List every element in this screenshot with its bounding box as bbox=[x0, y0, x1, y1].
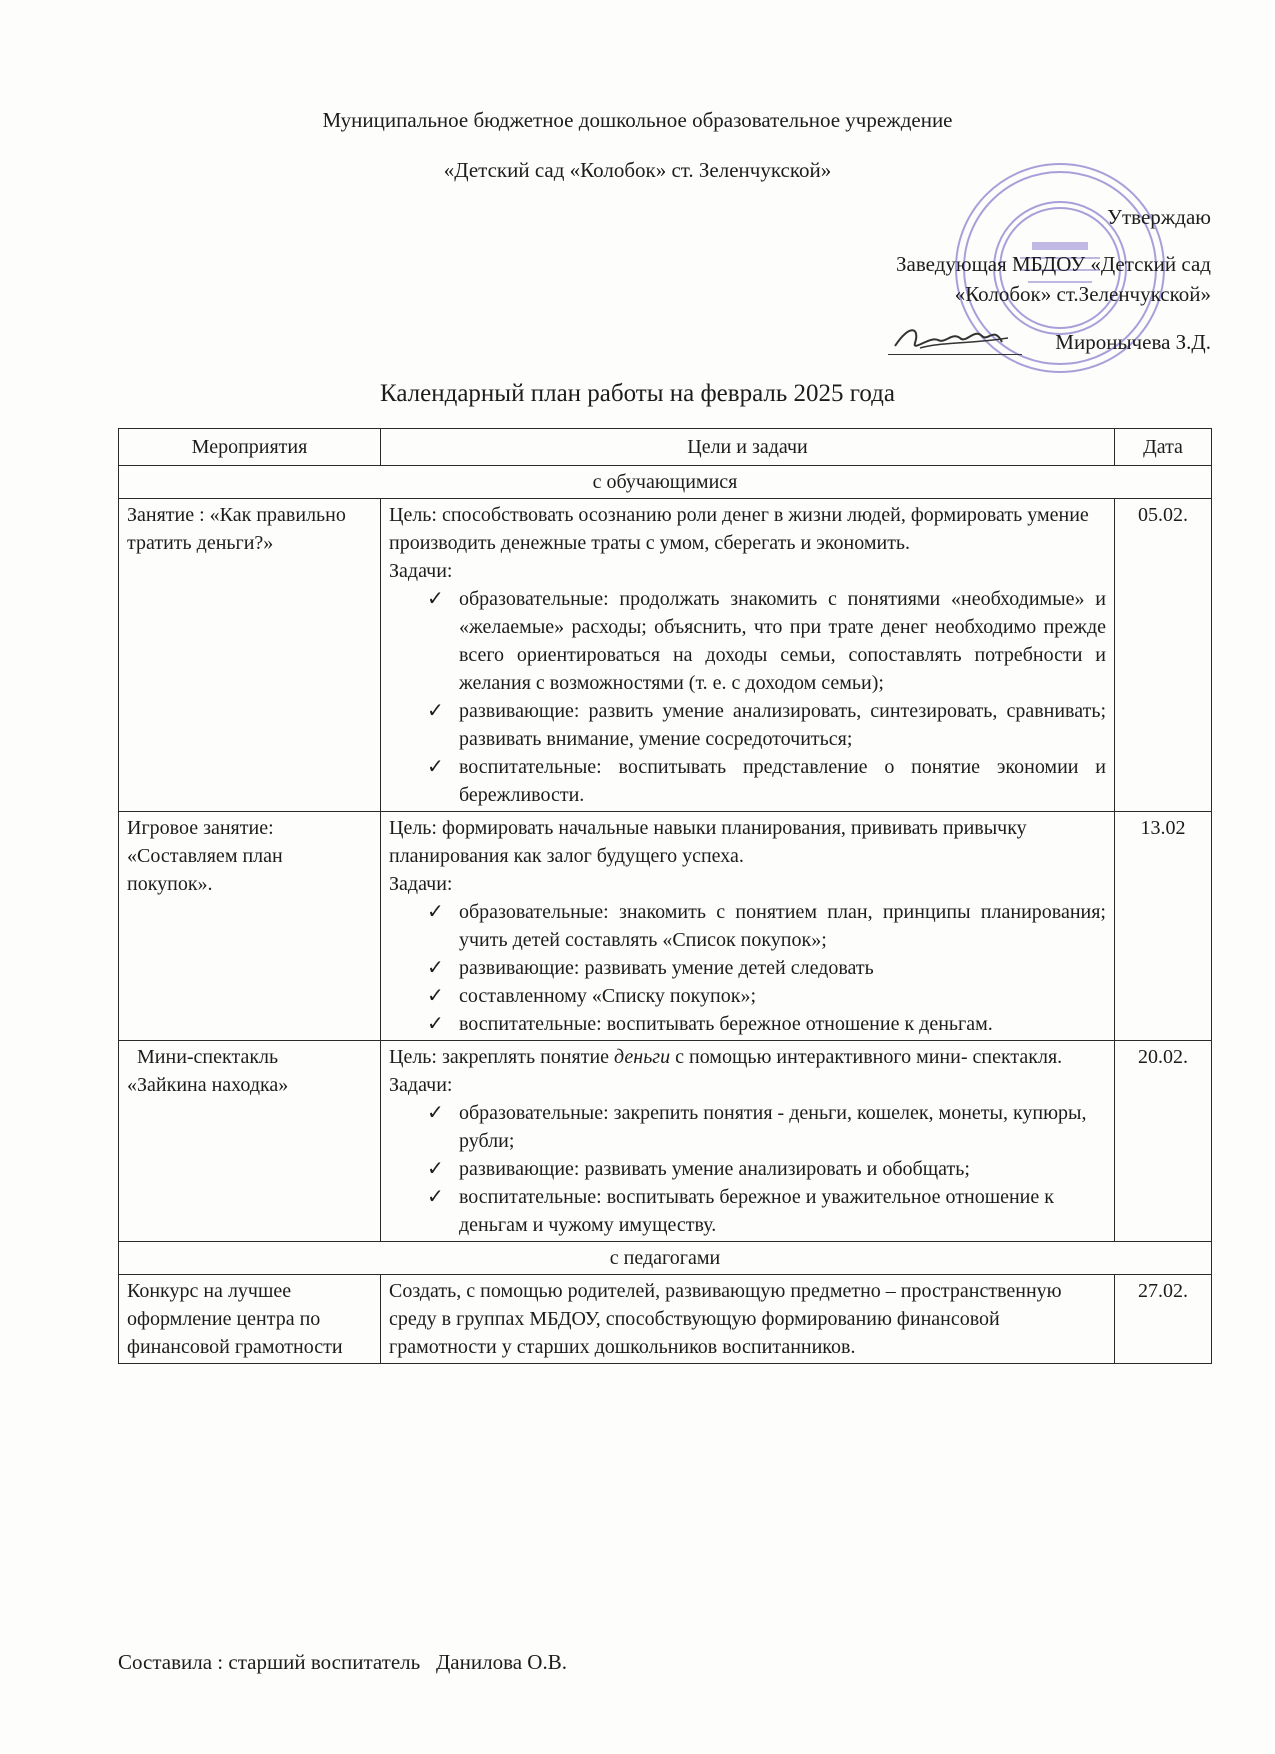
task-text: воспитательные: воспитывать бережное и уважительное отношение к деньгам и чужому имуществу. bbox=[459, 1186, 1054, 1236]
task-text: составленному «Списку покупок»; bbox=[459, 985, 757, 1007]
org-name-line2: «Детский сад «Колобок» ст. Зеленчукской» bbox=[443, 158, 832, 182]
event-cell: Игровое занятие: «Составляем план покупок». bbox=[119, 812, 381, 1041]
event-cell: Занятие : «Как правильно тратить деньги?» bbox=[119, 499, 381, 812]
task-text: воспитательные: воспитывать представление о понятие экономии и бережливости. bbox=[459, 756, 1106, 806]
section-label-teachers: с педагогами bbox=[119, 1242, 1212, 1275]
task-item bbox=[427, 954, 1106, 982]
checkmark-icon: ✓ bbox=[427, 588, 444, 610]
column-header-goals: Цели и задачи bbox=[381, 429, 1115, 466]
goals-cell bbox=[381, 499, 1115, 812]
checkmark-icon: ✓ bbox=[427, 756, 444, 778]
task-text: развивающие: развить умение анализировать, синтезировать, сравнивать; развивать внимание, умение сосредоточиться; bbox=[459, 700, 1106, 750]
date-cell: 27.02. bbox=[1115, 1275, 1212, 1364]
checkmark-icon: ✓ bbox=[427, 1013, 444, 1035]
table-row bbox=[119, 1041, 1212, 1242]
tasks-label: Задачи: bbox=[389, 873, 453, 895]
checkmark-icon: ✓ bbox=[427, 901, 444, 923]
section-row bbox=[119, 1242, 1212, 1275]
approval-signer: Миронычева З.Д. bbox=[1055, 330, 1211, 354]
event-line: Мини-спектакль bbox=[137, 1046, 279, 1068]
date-cell: 13.02 bbox=[1115, 812, 1212, 1041]
task-text: воспитательные: воспитывать бережное отношение к деньгам. bbox=[459, 1013, 993, 1035]
goal-suffix: с помощью интерактивного мини- спектакля. bbox=[670, 1046, 1063, 1068]
checkmark-icon: ✓ bbox=[427, 1158, 444, 1180]
section-row bbox=[119, 466, 1212, 499]
goal-prefix: Цель: закреплять понятие bbox=[389, 1046, 615, 1068]
task-item bbox=[427, 1010, 1106, 1038]
task-item bbox=[427, 898, 1106, 954]
date-cell: 05.02. bbox=[1115, 499, 1212, 812]
date-cell: 20.02. bbox=[1115, 1041, 1212, 1242]
checkmark-icon: ✓ bbox=[427, 985, 444, 1007]
task-list bbox=[389, 1099, 1106, 1239]
table-row bbox=[119, 499, 1212, 812]
table-header-row bbox=[119, 429, 1212, 466]
checkmark-icon: ✓ bbox=[427, 957, 444, 979]
task-text: образовательные: закрепить понятия - деньги, кошелек, монеты, купюры, рубли; bbox=[459, 1102, 1087, 1152]
task-text: развивающие: развивать умение анализировать и обобщать; bbox=[459, 1158, 970, 1180]
approval-position-line2: «Колобок» ст.Зеленчукской» bbox=[954, 282, 1211, 306]
compiled-by-name: Данилова О.В. bbox=[435, 1650, 567, 1674]
tasks-label: Задачи: bbox=[389, 1074, 453, 1096]
task-item bbox=[427, 697, 1106, 753]
task-item bbox=[427, 1155, 1106, 1183]
task-text: развивающие: развивать умение детей следовать bbox=[459, 957, 874, 979]
goal-text bbox=[389, 1043, 1106, 1071]
event-cell: Конкурс на лучшее оформление центра по финансовой грамотности bbox=[119, 1275, 381, 1364]
section-label-students: с обучающимися bbox=[119, 466, 1212, 499]
table-row bbox=[119, 1275, 1212, 1364]
goals-cell bbox=[381, 1041, 1115, 1242]
approval-position-line1: Заведующая МБДОУ «Детский сад bbox=[896, 252, 1211, 276]
goal-italic-term: деньги bbox=[614, 1046, 671, 1068]
checkmark-icon: ✓ bbox=[427, 1102, 444, 1124]
goals-cell: Создать, с помощью родителей, развивающую предметно – пространственную среду в группах МБДОУ, способствующую формированию финансовой грамотности у старших дошкольников воспитанников. bbox=[381, 1275, 1115, 1364]
task-list bbox=[389, 585, 1106, 809]
task-list bbox=[389, 898, 1106, 1038]
event-cell bbox=[119, 1041, 381, 1242]
task-text: образовательные: знакомить с понятием план, принципы планирования; учить детей составлять «Список покупок»; bbox=[459, 901, 1106, 951]
column-header-events: Мероприятия bbox=[119, 429, 381, 466]
column-header-date: Дата bbox=[1115, 429, 1212, 466]
goal-text: Цель: формировать начальные навыки планирования, прививать привычку планирования как залог будущего успеха. bbox=[389, 817, 1027, 867]
table-row bbox=[119, 812, 1212, 1041]
task-item bbox=[427, 982, 1106, 1010]
task-item bbox=[427, 1099, 1106, 1155]
checkmark-icon: ✓ bbox=[427, 1186, 444, 1208]
checkmark-icon: ✓ bbox=[427, 700, 444, 722]
goals-cell bbox=[381, 812, 1115, 1041]
org-name-line1: Муниципальное бюджетное дошкольное образовательное учреждение bbox=[322, 108, 953, 132]
plan-table bbox=[118, 428, 1212, 1364]
task-item bbox=[427, 585, 1106, 697]
approval-label: Утверждаю bbox=[1107, 205, 1211, 229]
compiled-by-label: Составила : старший воспитатель bbox=[118, 1650, 421, 1674]
task-text: образовательные: продолжать знакомить с понятиями «необходимые» и «желаемые» расходы; объяснить, что при трате денег необходимо прежде всего ориентироваться на доходы семьи, сопоставлять потребности и желания с возможностями (т. е. с доходом семьи); bbox=[459, 588, 1106, 694]
goal-text: Цель: способствовать осознанию роли денег в жизни людей, формировать умение производить денежные траты с умом, сберегать и экономить. bbox=[389, 504, 1089, 554]
handwritten-signature bbox=[890, 318, 1020, 358]
task-item bbox=[427, 753, 1106, 809]
footer-compiled-by bbox=[118, 1650, 567, 1675]
tasks-label: Задачи: bbox=[389, 560, 453, 582]
task-item bbox=[427, 1183, 1106, 1239]
document-title: Календарный план работы на февраль 2025 года bbox=[379, 380, 895, 407]
event-line: «Зайкина находка» bbox=[127, 1074, 289, 1096]
